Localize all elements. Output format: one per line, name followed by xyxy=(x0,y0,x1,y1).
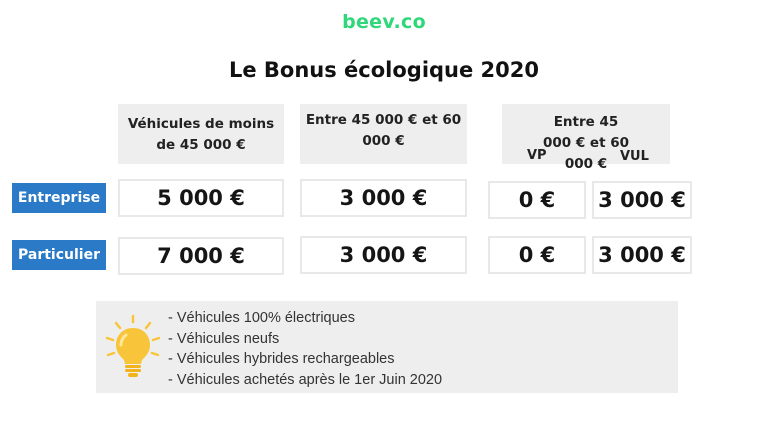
condition-item: - Véhicules achetés après le 1er Juin 2020 xyxy=(168,371,443,388)
cell-entreprise-under-45000: 5 000 € xyxy=(118,179,284,217)
column-header-45000-60000-text: Entre 45 000 € et 60 000 € xyxy=(305,112,462,149)
cell-entreprise-vul: 3 000 € xyxy=(592,181,692,219)
cell-entreprise-vp: 0 € xyxy=(488,181,586,219)
cell-particulier-vp: 0 € xyxy=(488,236,586,274)
column-header-45000-60000-split-text: Entre 45 000 € et 60 000 € xyxy=(542,114,630,172)
condition-item: - Véhicules hybrides rechargeables xyxy=(168,351,395,367)
column-subheader-vp: VP xyxy=(527,148,547,163)
row-label-entreprise: Entreprise xyxy=(12,183,106,213)
cell-entreprise-45000-60000: 3 000 € xyxy=(300,179,467,217)
column-header-under-45000-text: Véhicules de moins de 45 000 € xyxy=(127,116,275,153)
cell-particulier-45000-60000: 3 000 € xyxy=(300,236,467,274)
conditions-list xyxy=(168,308,442,390)
column-header-under-45000 xyxy=(118,104,284,164)
cell-particulier-under-45000: 7 000 € xyxy=(118,237,284,275)
brand-name: beev.co xyxy=(342,11,426,33)
lightbulb-icon xyxy=(104,314,162,380)
row-label-particulier: Particulier xyxy=(12,240,106,270)
column-subheader-vul: VUL xyxy=(620,149,649,164)
column-header-45000-60000 xyxy=(300,104,467,164)
cell-particulier-vul: 3 000 € xyxy=(592,236,692,274)
condition-item: - Véhicules neufs xyxy=(168,330,280,347)
condition-item: - Véhicules 100% électriques xyxy=(168,310,355,326)
page-title: Le Bonus écologique 2020 xyxy=(228,58,540,82)
